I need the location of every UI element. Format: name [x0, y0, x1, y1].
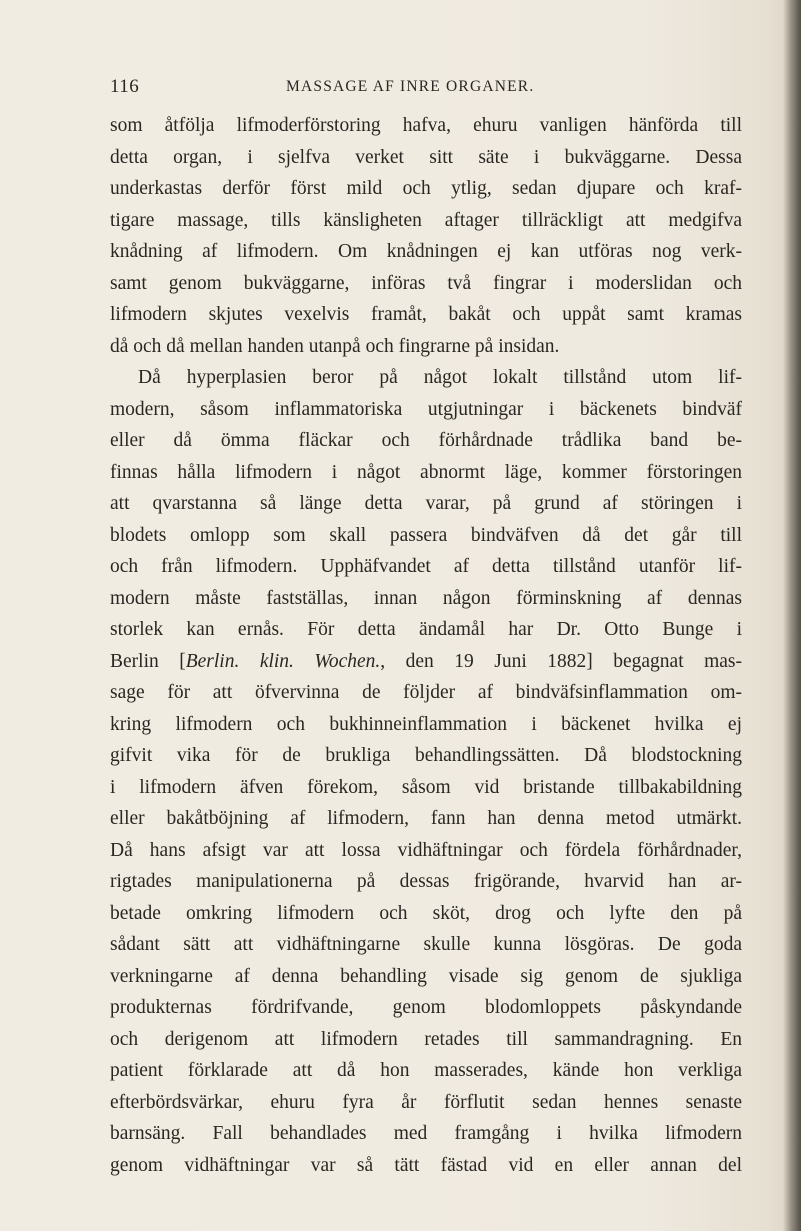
text-line: detta organ, i sjelfva verket sitt säte i bukväggarne. Dessa [110, 146, 742, 168]
text-line: eller då ömma fläckar och förhårdnade trådlika band be- [110, 430, 742, 451]
text-line: att qvarstanna så länge detta varar, på grund af störingen i [110, 493, 742, 514]
text-line: kring lifmodern och bukhinneinflammation i bäckenet hvilka ej [110, 713, 742, 735]
page-number: 116 [110, 76, 140, 97]
text-line: knådning af lifmodern. Om knådningen ej kan utföras nog verk- [110, 241, 742, 262]
body-text [110, 110, 742, 1181]
text-line: och från lifmodern. Upphäfvandet af detta tillstånd utanför lif- [110, 556, 742, 577]
text-line: Då hyperplasien beror på något lokalt tillstånd utom lif- [138, 367, 742, 388]
text-line: modern, såsom inflammatoriska utgjutningar i bäckenets bindväf [110, 398, 742, 420]
text-line: som åtfölja lifmoderförstoring hafva, ehuru vanligen hänförda till [110, 115, 742, 136]
text-line: efterbördsvärkar, ehuru fyra år förflutit sedan hennes senaste [110, 1091, 742, 1113]
text-line: tigare massage, tills känsligheten aftager tillräckligt att medgifva [110, 209, 742, 231]
page-header [110, 76, 710, 106]
text-line: genom vidhäftningar var så tätt fästad vid en eller annan del [110, 1154, 742, 1176]
citation-suffix: , den 19 Juni 1882] begagnat mas- [380, 650, 742, 672]
running-head: MASSAGE AF INRE ORGANER. [286, 78, 535, 95]
text-line: lifmodern skjutes vexelvis framåt, bakåt och uppåt samt kramas [110, 304, 742, 325]
text-line: barnsäng. Fall behandlades med framgång i hvilka lifmodern [110, 1123, 742, 1144]
text-line: produkternas fördrifvande, genom blodomloppets påskyndande [110, 997, 742, 1018]
text-line: eller bakåtböjning af lifmodern, fann han denna metod utmärkt. [110, 808, 742, 829]
text-line: gifvit vika för de brukliga behandlingssätten. Då blodstockning [110, 745, 742, 766]
text-line: underkastas derför först mild och ytlig, sedan djupare och kraf- [110, 178, 742, 199]
text-line: betade omkring lifmodern och sköt, drog och lyfte den på [110, 902, 742, 924]
text-line: sådant sätt att vidhäftningarne skulle kunna lösgöras. De goda [110, 934, 742, 955]
text-line: modern måste fastställas, innan någon förminskning af dennas [110, 587, 742, 609]
text-line: Då hans afsigt var att lossa vidhäftningar och fördela förhårdnader, [110, 839, 742, 861]
citation-journal: Berlin. klin. Wochen. [185, 650, 381, 672]
text-line: patient förklarade att då hon masserades, kände hon verkliga [110, 1060, 742, 1081]
text-line: blodets omlopp som skall passera bindväfven då det går till [110, 524, 742, 546]
text-line: då och då mellan handen utanpå och fingrarne på insidan. [110, 335, 560, 357]
text-line: rigtades manipulationerna på dessas frigörande, hvarvid han ar- [110, 871, 742, 892]
text-line: verkningarne af denna behandling visade sig genom de sjukliga [110, 965, 742, 987]
text-line: i lifmodern äfven förekom, såsom vid bristande tillbakabildning [110, 776, 742, 798]
text-line: samt genom bukväggarne, införas två fingrar i moderslidan och [110, 272, 742, 294]
text-line: storlek kan ernås. För detta ändamål har Dr. Otto Bunge i [110, 619, 742, 640]
text-line-with-citation [110, 646, 742, 678]
text-line: sage för att öfvervinna de följder af bindväfsinflammation om- [110, 682, 742, 703]
text-line: finnas hålla lifmodern i något abnormt läge, kommer förstoringen [110, 461, 742, 483]
citation-prefix: Berlin [ [110, 650, 186, 672]
binding-shadow [783, 0, 801, 1231]
text-line: och derigenom att lifmodern retades till sammandragning. En [110, 1028, 742, 1050]
